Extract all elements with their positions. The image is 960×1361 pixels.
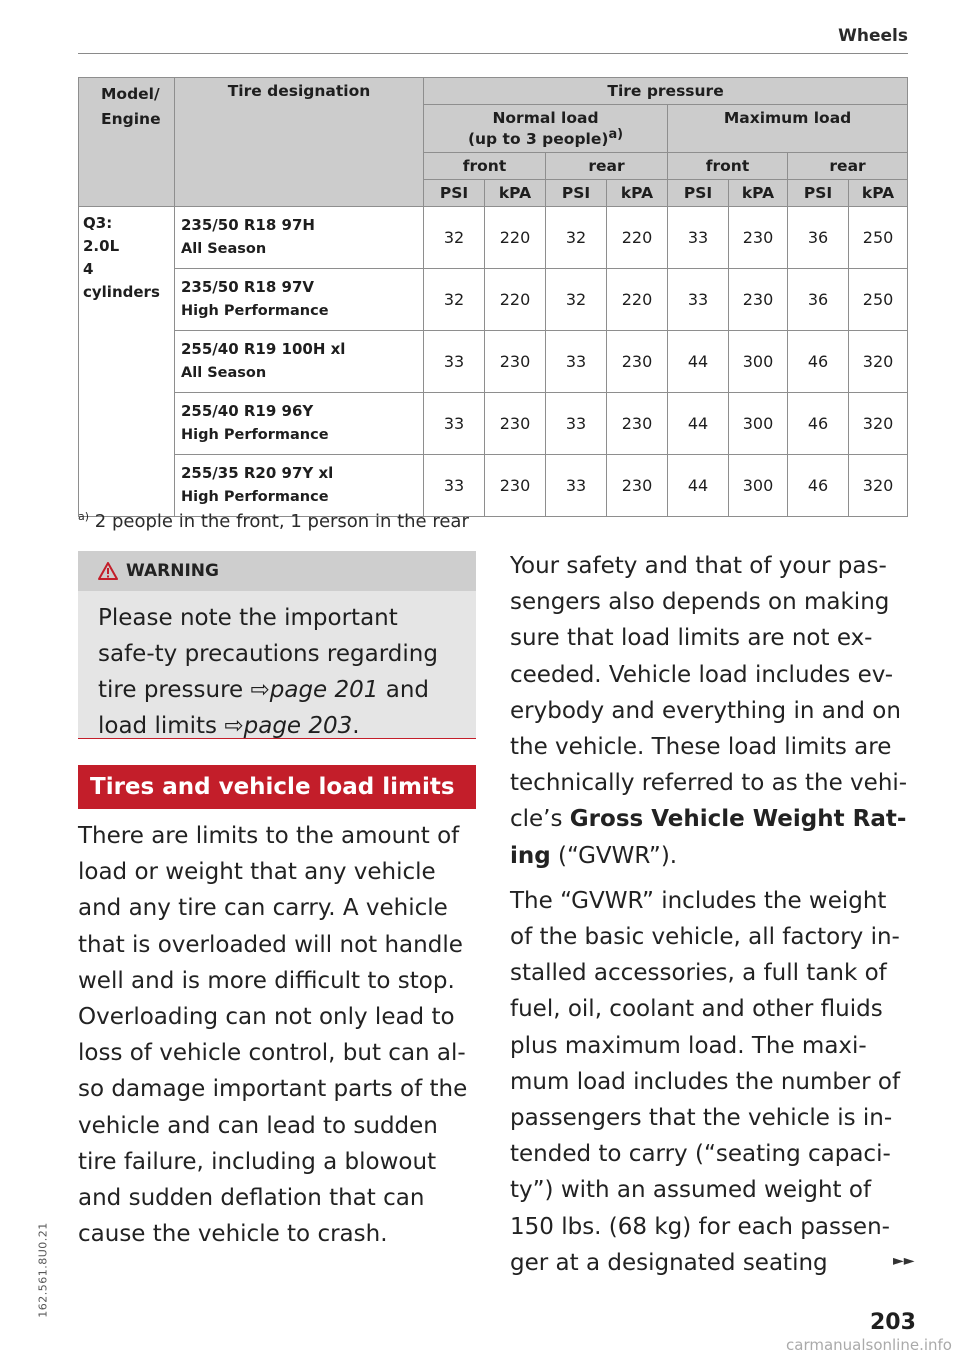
pressure-cell: 230 xyxy=(607,331,668,393)
header-psi: PSI xyxy=(668,180,729,207)
tire-designation-cell: 255/35 R20 97Y xl High Performance xyxy=(175,455,424,517)
tire-designation-cell: 255/40 R19 100H xl All Season xyxy=(175,331,424,393)
pressure-cell: 300 xyxy=(729,393,788,455)
pressure-cell: 46 xyxy=(788,393,849,455)
header-kpa: kPA xyxy=(729,180,788,207)
page-reference-link[interactable]: page 203 xyxy=(243,713,353,739)
footnote-marker: a) xyxy=(608,127,624,142)
gvwr-intro-paragraph: Your safety and that of your pas-sengers also depends on making sure that load limits are not ex-ceeded. Vehicle load includes ev-erybody and everything in and on the vehicle. These load limits are technically referred to as the vehi-cle’s Gross Vehicle Weight Rat-ing (“GVWR”). xyxy=(510,553,908,869)
header-max-rear: rear xyxy=(788,153,908,180)
pressure-cell: 44 xyxy=(668,331,729,393)
header-tire-designation: Tire designation xyxy=(175,78,424,207)
model-engine-cell: Q3: 2.0L 4 cylinders xyxy=(79,207,175,517)
header-normal-load: Normal load (up to 3 people)$^{a)}$ xyxy=(424,105,668,153)
header-kpa: kPA xyxy=(849,180,908,207)
pressure-cell: 36 xyxy=(788,269,849,331)
header-psi: PSI xyxy=(424,180,485,207)
pressure-cell: 220 xyxy=(607,207,668,269)
header-kpa: kPA xyxy=(485,180,546,207)
header-psi: PSI xyxy=(788,180,849,207)
header-divider xyxy=(78,53,908,54)
pressure-cell: 32 xyxy=(546,207,607,269)
header-psi: PSI xyxy=(546,180,607,207)
pressure-cell: 46 xyxy=(788,331,849,393)
gvwr-definition-paragraph: The “GVWR” includes the weight of the basic vehicle, all factory in-stalled accessories, a full tank of fuel, oil, coolant and other fluids plus maximum load. The maxi-mum load includes the number of passengers that the vehicle is in-tended to carry (“seating capaci-ty”) with an assumed weight of 150 lbs. (68 kg) for each passen-ger at a designated seating xyxy=(510,887,901,1276)
warning-header xyxy=(78,551,476,591)
pressure-cell: 300 xyxy=(729,455,788,517)
footnote-text: 2 people in the front, 1 person in the rear xyxy=(94,511,469,532)
pressure-cell: 220 xyxy=(607,269,668,331)
watermark: carmanualsonline.info xyxy=(786,1336,952,1354)
pressure-cell: 44 xyxy=(668,393,729,455)
pressure-cell: 33 xyxy=(546,393,607,455)
pressure-cell: 230 xyxy=(607,455,668,517)
pressure-cell: 320 xyxy=(849,455,908,517)
pressure-cell: 230 xyxy=(485,393,546,455)
document-code: 162.561.8U0.21 xyxy=(36,1222,50,1318)
load-limits-paragraph: There are limits to the amount of load or weight that any vehicle and any tire can carry. A vehicle that is overloaded will not handle well and is more difficult to stop. Overloading can not only lead to loss of vehicle control, but can al-so damage important parts of the vehicle and can lead to sudden tire failure, including a blowout and sudden deflation that can cause the vehicle to crash. xyxy=(78,823,468,1248)
pressure-cell: 250 xyxy=(849,269,908,331)
pressure-cell: 230 xyxy=(485,455,546,517)
pressure-cell: 230 xyxy=(607,393,668,455)
page-number: 203 xyxy=(870,1310,916,1335)
tire-designation-cell: 235/50 R18 97H All Season xyxy=(175,207,424,269)
table-row xyxy=(79,269,908,331)
pressure-cell: 230 xyxy=(729,207,788,269)
pressure-cell: 300 xyxy=(729,331,788,393)
warning-text: Please note the important safe-ty precautions regarding tire pressure ⇨page 201 and load limits ⇨page 203. xyxy=(98,605,438,739)
warning-box xyxy=(78,551,476,739)
pressure-cell: 320 xyxy=(849,393,908,455)
pressure-cell: 230 xyxy=(729,269,788,331)
header-normal-front: front xyxy=(424,153,546,180)
pressure-cell: 46 xyxy=(788,455,849,517)
tire-pressure-table xyxy=(78,77,908,517)
header-model-engine: Model/ Engine xyxy=(79,78,175,207)
right-column xyxy=(510,548,910,1281)
pressure-cell: 32 xyxy=(546,269,607,331)
header-tire-pressure: Tire pressure xyxy=(424,78,908,105)
pressure-cell: 230 xyxy=(485,331,546,393)
pressure-cell: 220 xyxy=(485,207,546,269)
pressure-cell: 33 xyxy=(424,393,485,455)
tire-designation-cell: 255/40 R19 96Y High Performance xyxy=(175,393,424,455)
pressure-cell: 250 xyxy=(849,207,908,269)
table-row xyxy=(79,455,908,517)
pressure-cell: 33 xyxy=(424,455,485,517)
pressure-cell: 33 xyxy=(546,455,607,517)
pressure-cell: 320 xyxy=(849,331,908,393)
header-maximum-load: Maximum load xyxy=(668,105,908,153)
arrow-icon: ⇨ xyxy=(250,677,270,703)
arrow-icon: ⇨ xyxy=(224,713,244,739)
pressure-cell: 33 xyxy=(668,269,729,331)
pressure-cell: 33 xyxy=(668,207,729,269)
table-row xyxy=(79,393,908,455)
table-row xyxy=(79,207,908,269)
pressure-cell: 33 xyxy=(546,331,607,393)
warning-label: WARNING xyxy=(126,561,219,581)
footnote-mark: a) xyxy=(78,510,90,523)
header-max-front: front xyxy=(668,153,788,180)
header-normal-rear: rear xyxy=(546,153,668,180)
section-heading: Tires and vehicle load limits xyxy=(78,765,476,809)
pressure-cell: 32 xyxy=(424,269,485,331)
continue-arrow-icon: ►► xyxy=(893,1253,915,1269)
pressure-cell: 33 xyxy=(424,331,485,393)
table-footnote xyxy=(78,510,469,532)
header-kpa: kPA xyxy=(607,180,668,207)
table-row xyxy=(79,331,908,393)
section-header: Wheels xyxy=(838,26,908,46)
pressure-cell: 44 xyxy=(668,455,729,517)
warning-triangle-icon xyxy=(98,562,118,580)
tire-designation-cell: 235/50 R18 97V High Performance xyxy=(175,269,424,331)
pressure-cell: 36 xyxy=(788,207,849,269)
page-reference-link[interactable]: page 201 xyxy=(269,677,379,703)
pressure-cell: 32 xyxy=(424,207,485,269)
pressure-cell: 220 xyxy=(485,269,546,331)
